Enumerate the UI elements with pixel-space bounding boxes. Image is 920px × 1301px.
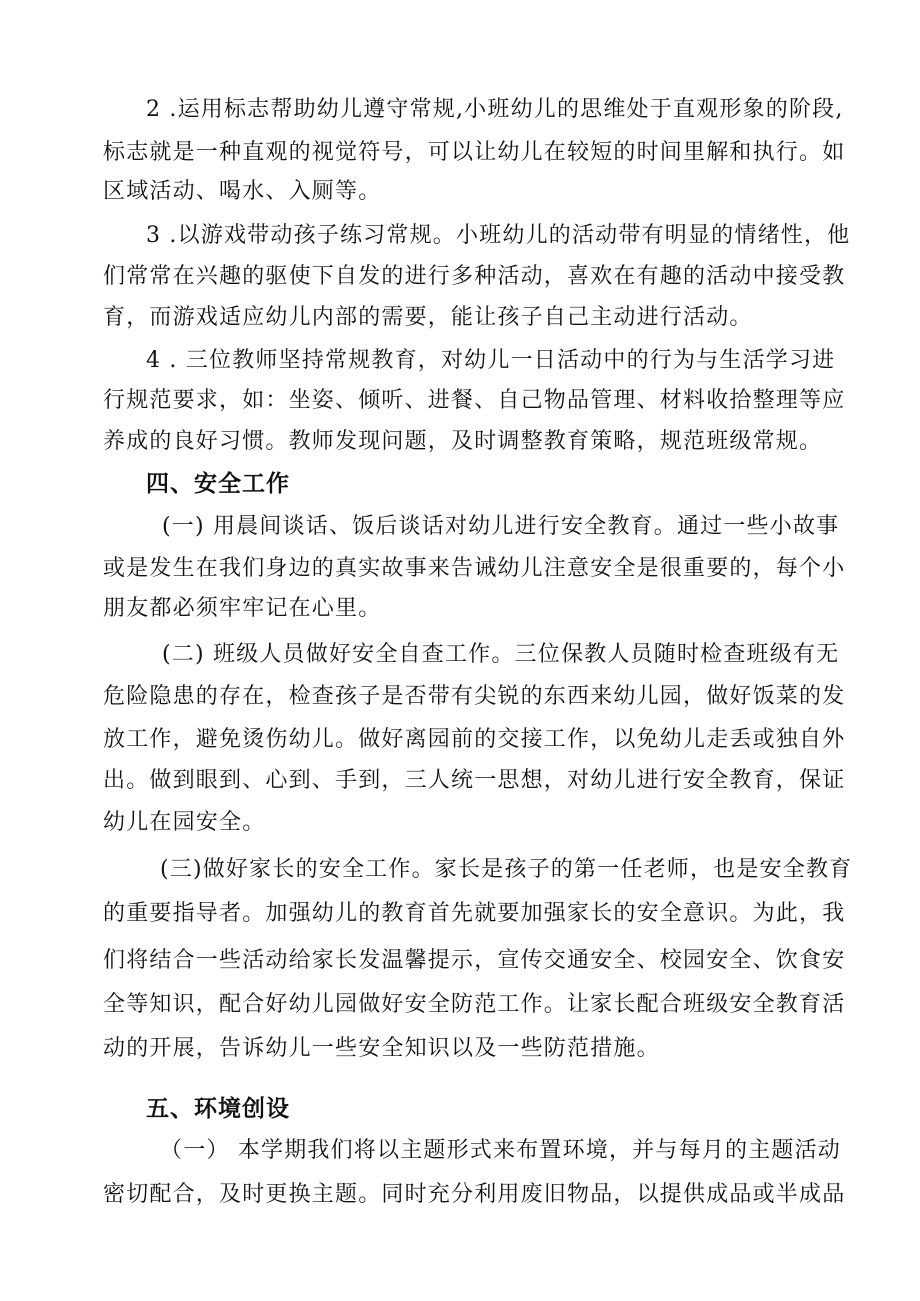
paragraph-3-line-3: 育，而游戏适应幼儿内部的需要，能让孩子自己主动进行活动。 [103, 305, 753, 330]
safety-item-1-line-2: 或是发生在我们身边的真实故事来告诫幼儿注意安全是很重要的，每个小 [103, 556, 846, 581]
safety-item-1-line-1: (一) 用晨间谈话、饭后谈话对幼儿进行安全教育。通过一些小故事 [162, 514, 840, 539]
environment-item-1-line-2: 密切配合，及时更换主题。同时充分利用废旧物品，以提供成品或半成品 [103, 1182, 846, 1207]
environment-item-1-line-1: （一） 本学期我们将以主题形式来布置环境，并与每月的主题活动 [160, 1138, 841, 1163]
paragraph-4-line-3: 养成的良好习惯。教师发现问题，及时调整教育策略，规范班级常规。 [103, 429, 823, 454]
safety-item-3-line-4: 全等知识，配合好幼儿园做好安全防范工作。让家长配合班级安全教育活 [103, 992, 846, 1017]
paragraph-4-line-1: 4 . 三位教师坚持常规教育，对幼儿一日活动中的行为与生活学习进 [146, 348, 836, 373]
safety-item-2-line-1: (二) 班级人员做好安全自查工作。三位保教人员随时检查班级有无 [162, 642, 840, 667]
paragraph-4-line-2: 行规范要求，如：坐姿、倾听、进餐、自己物品管理、材料收拾整理等应 [103, 388, 846, 413]
paragraph-2-line-2: 标志就是一种直观的视觉符号，可以让幼儿在较短的时间里解和执行。如 [103, 140, 846, 165]
paragraph-3-line-2: 们常常在兴趣的驱使下自发的进行多种活动，喜欢在有趣的活动中接受教 [103, 264, 846, 289]
paragraph-3-line-1: 3 .以游戏带动孩子练习常规。小班幼儿的活动带有明显的情绪性，他 [146, 223, 851, 248]
safety-item-2-line-4: 出。做到眼到、心到、手到，三人统一思想，对幼儿进行安全教育，保证 [103, 768, 846, 793]
safety-item-2-line-5: 幼儿在园安全。 [103, 810, 266, 835]
section-heading-safety: 四、安全工作 [146, 470, 290, 497]
safety-item-3-line-5: 动的开展，告诉幼儿一些安全知识以及一些防范措施。 [103, 1036, 660, 1061]
paragraph-2-line-3: 区域活动、喝水、入厕等。 [103, 179, 382, 204]
section-heading-environment: 五、环境创设 [146, 1095, 290, 1122]
safety-item-3-line-2: 的重要指导者。加强幼儿的教育首先就要加强家长的安全意识。为此，我 [103, 901, 846, 926]
safety-item-3-line-3: 们将结合一些活动给家长发温馨提示，宣传交通安全、校园安全、饮食安 [103, 948, 846, 973]
safety-item-1-line-3: 朋友都必须牢牢记在心里。 [103, 596, 382, 621]
safety-item-2-line-3: 放工作，避免烫伤幼儿。做好离园前的交接工作，以免幼儿走丢或独自外 [103, 727, 846, 752]
safety-item-2-line-2: 危险隐患的存在，检查孩子是否带有尖锐的东西来幼儿园，做好饭菜的发 [103, 684, 846, 709]
paragraph-2-line-1: 2 .运用标志帮助幼儿遵守常规,小班幼儿的思维处于直观形象的阶段, [146, 97, 844, 122]
safety-item-3-line-1: (三)做好家长的安全工作。家长是孩子的第一任老师，也是安全教育 [160, 857, 853, 882]
